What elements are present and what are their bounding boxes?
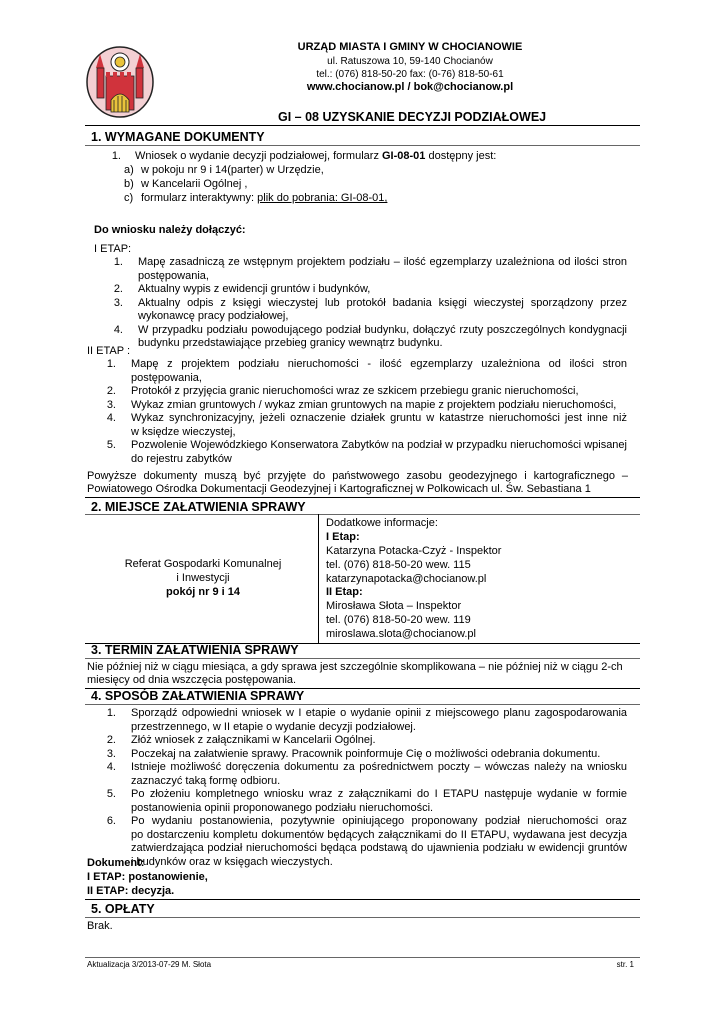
contact-email[interactable]: katarzynapotacka@chocianow.pl bbox=[326, 573, 487, 585]
office-web-email[interactable]: www.chocianow.pl / bok@chocianow.pl bbox=[306, 81, 514, 93]
document-title: GI – 08 UZYSKANIE DECYZJI PODZIAŁOWEJ bbox=[278, 110, 547, 124]
contact-phone: tel. (076) 818-50-20 wew. 119 bbox=[326, 614, 471, 626]
document-label: Dokument: bbox=[87, 857, 145, 869]
deadline-text: Nie później niż w ciągu miesiąca, a gdy sprawa jest szczególnie skomplikowana – nie później niż w ciągu 2-ch bbox=[87, 661, 623, 673]
section-divider bbox=[85, 917, 640, 918]
list-item: Pozwolenie Wojewódzkiego Konserwatora Zabytków na podział w przypadku nieruchomości wpisanej bbox=[131, 439, 627, 451]
city-crest-logo bbox=[84, 38, 156, 120]
list-item: postanowienia opinii proponowanego podziału nieruchomości. bbox=[131, 801, 434, 814]
list-number: 3. bbox=[113, 296, 123, 309]
list-number: 5. bbox=[106, 788, 116, 800]
list-item: Po wydaniu postanowienia, pozytywnie opiniującego proponowany podział nieruchomości oraz bbox=[131, 815, 627, 827]
additional-info: Dodatkowe informacje: bbox=[326, 517, 438, 529]
list-item: W przypadku podziału powodującego podział budynku, dołączyć rzuty poszczególnych kondygnacji bbox=[138, 323, 627, 336]
list-number: 3. bbox=[106, 747, 116, 760]
section-divider bbox=[85, 497, 640, 498]
etap1-label: I ETAP: bbox=[94, 243, 132, 255]
deadline-text: miesięcy od dnia wszczęcia postępowania. bbox=[87, 674, 297, 686]
list-number: 3. bbox=[106, 398, 116, 411]
list-item: budynku przedstawiające przebieg granicy wewnątrz budynku. bbox=[138, 337, 443, 349]
list-number: 6. bbox=[106, 815, 116, 827]
list-item: Mapę z projektem podziału nieruchomości - ilość egzemplarzy uzależniona od ilości stron bbox=[131, 358, 627, 370]
list-item: formularz interaktywny: plik do pobrania: GI-08-01, bbox=[141, 192, 388, 204]
list-number: 2. bbox=[106, 734, 116, 746]
list-item: zaznaczyć taką formę odbioru. bbox=[131, 774, 281, 787]
section-divider bbox=[85, 514, 640, 515]
footer-update-info: Aktualizacja 3/2013-07-29 M. Słota bbox=[87, 960, 212, 969]
list-item: w pokoju nr 9 i 14(parter) w Urzędzie, bbox=[141, 164, 324, 176]
fees-text: Brak. bbox=[87, 920, 113, 932]
list-item: Aktualny odpis z księgi wieczystej lub protokół badania księgi wieczystej sporządzony przez bbox=[138, 296, 627, 309]
list-number: 1. bbox=[106, 358, 116, 370]
sub-item-b: b) bbox=[124, 178, 134, 190]
section2-title: 2. MIEJSCE ZAŁATWIENIA SPRAWY bbox=[91, 500, 306, 514]
section-divider bbox=[85, 145, 640, 146]
list-number: 5. bbox=[106, 439, 116, 451]
list-number: 1. bbox=[106, 707, 116, 719]
department-name: i Inwestycji bbox=[176, 572, 230, 584]
list-item: zatwierdzająca podział nieruchomości będąca podstawą do ujawnienia podziału w ewidencji gruntów bbox=[131, 842, 627, 854]
list-item: Aktualny wypis z ewidencji gruntów i budynków, bbox=[138, 283, 371, 295]
list-item: Poczekaj na załatwienie sprawy. Pracownik poinformuje Cię o możliwości odebrania dokumentu. bbox=[131, 747, 601, 760]
etap2-heading: II Etap: bbox=[326, 586, 363, 598]
document-etap1: I ETAP: postanowienie, bbox=[87, 871, 208, 883]
footer-divider bbox=[85, 957, 640, 958]
download-form-link[interactable]: plik do pobrania: GI-08-01, bbox=[257, 192, 388, 204]
list-item: w Kancelarii Ogólnej , bbox=[141, 178, 248, 190]
etap1-heading: I Etap: bbox=[326, 531, 360, 543]
list-item: Złóż wniosek z załącznikami w Kancelarii Ogólnej. bbox=[131, 734, 376, 746]
office-phone: tel.: (076) 818-50-20 fax: (0-76) 818-50-61 bbox=[316, 69, 504, 80]
etap2-label: II ETAP : bbox=[87, 345, 130, 357]
list-item: Wykaz zmian gruntowych / wykaz zmian gruntowych na mapie z projektem podziału nieruchomości, bbox=[131, 398, 617, 411]
contact-email[interactable]: miroslawa.slota@chocianow.pl bbox=[326, 628, 476, 640]
column-divider bbox=[318, 514, 319, 644]
note-line: Powiatowego Ośrodka Dokumentacji Geodezyjnej i Kartograficznej w Polkowicach ul. Św. Sebastiana 1 bbox=[87, 483, 591, 495]
list-item: postępowania, bbox=[138, 269, 209, 282]
contact-name: Mirosława Słota – Inspektor bbox=[326, 600, 462, 612]
section-divider bbox=[85, 125, 640, 126]
section-divider bbox=[85, 658, 640, 659]
office-name: URZĄD MIASTA I GMINY W CHOCIANOWIE bbox=[297, 41, 523, 53]
sub-item-c: c) bbox=[124, 192, 134, 204]
section5-title: 5. OPŁATY bbox=[91, 902, 155, 916]
office-address: ul. Ratuszowa 10, 59-140 Chocianów bbox=[327, 56, 493, 67]
section3-title: 3. TERMIN ZAŁATWIENIA SPRAWY bbox=[91, 643, 299, 657]
list-item: Protokół z przyjęcia granic nieruchomości wraz ze szkicem przebiegu granic nieruchomości, bbox=[131, 385, 579, 397]
attachments-heading: Do wniosku należy dołączyć: bbox=[94, 224, 246, 236]
list-number: 2. bbox=[106, 385, 116, 397]
list-item: po dostarczeniu kompletu dokumentów będących załącznikami do II ETAPU, wydawana jest decyzja bbox=[131, 828, 627, 841]
list-number: 4. bbox=[113, 323, 123, 336]
contact-phone: tel. (076) 818-50-20 wew. 115 bbox=[326, 559, 471, 571]
section-divider bbox=[85, 899, 640, 900]
section1-title: 1. WYMAGANE DOKUMENTY bbox=[91, 130, 265, 144]
list-item: Wykaz synchronizacyjny, jeżeli oznaczenie działek gruntu w katastrze nieruchomości jest inne niż bbox=[131, 412, 627, 424]
section4-title: 4. SPOSÓB ZAŁATWIENIA SPRAWY bbox=[91, 689, 305, 703]
list-item: Sporządź odpowiedni wniosek w I etapie o wydanie opinii z miejscowego planu zagospodarowania bbox=[131, 707, 627, 719]
form-code: GI-08-01 bbox=[382, 150, 426, 162]
list-item: do rejestru zabytków bbox=[131, 452, 232, 465]
document-etap2: II ETAP: decyzja. bbox=[87, 885, 175, 897]
list-item: Mapę zasadniczą ze wstępnym projektem podziału – ilość egzemplarzy uzależniona od ilości stron bbox=[138, 256, 627, 268]
list-item: Istnieje możliwość doręczenia dokumentu za pośrednictwem poczty – wówczas należy na wniosku bbox=[131, 761, 627, 773]
list-item: i budynków oraz w księgach wieczystych. bbox=[131, 855, 333, 868]
department-name: Referat Gospodarki Komunalnej bbox=[124, 558, 282, 570]
sub-item-a: a) bbox=[124, 164, 134, 176]
contact-name: Katarzyna Potacka-Czyż - Inspektor bbox=[326, 545, 502, 557]
list-item: Po złożeniu kompletnego wniosku wraz z załącznikami do I ETAPU następuje wydanie w formie bbox=[131, 788, 627, 800]
section-divider bbox=[85, 704, 640, 705]
list-item: przestrzennego, w II etapie o wydanie decyzji podziałowej. bbox=[131, 720, 416, 733]
list-number: 1. bbox=[111, 150, 121, 162]
application-form-line: Wniosek o wydanie decyzji podziałowej, formularz GI-08-01 dostępny jest: bbox=[135, 150, 497, 162]
list-number: 4. bbox=[106, 412, 116, 424]
list-number: 4. bbox=[106, 761, 116, 773]
note-line: Powyższe dokumenty muszą być przyjęte do państwowego zasobu geodezyjnego i kartograficznego – bbox=[87, 470, 628, 482]
list-item: postępowania, bbox=[131, 371, 202, 384]
room-number: pokój nr 9 i 14 bbox=[166, 586, 240, 598]
list-number: 2. bbox=[113, 283, 123, 295]
list-item: wykonawcę pracy podziałowej, bbox=[138, 310, 289, 322]
page-number: str. 1 bbox=[616, 960, 634, 969]
list-item: w księdze wieczystej, bbox=[131, 425, 236, 438]
list-number: 1. bbox=[113, 256, 123, 268]
